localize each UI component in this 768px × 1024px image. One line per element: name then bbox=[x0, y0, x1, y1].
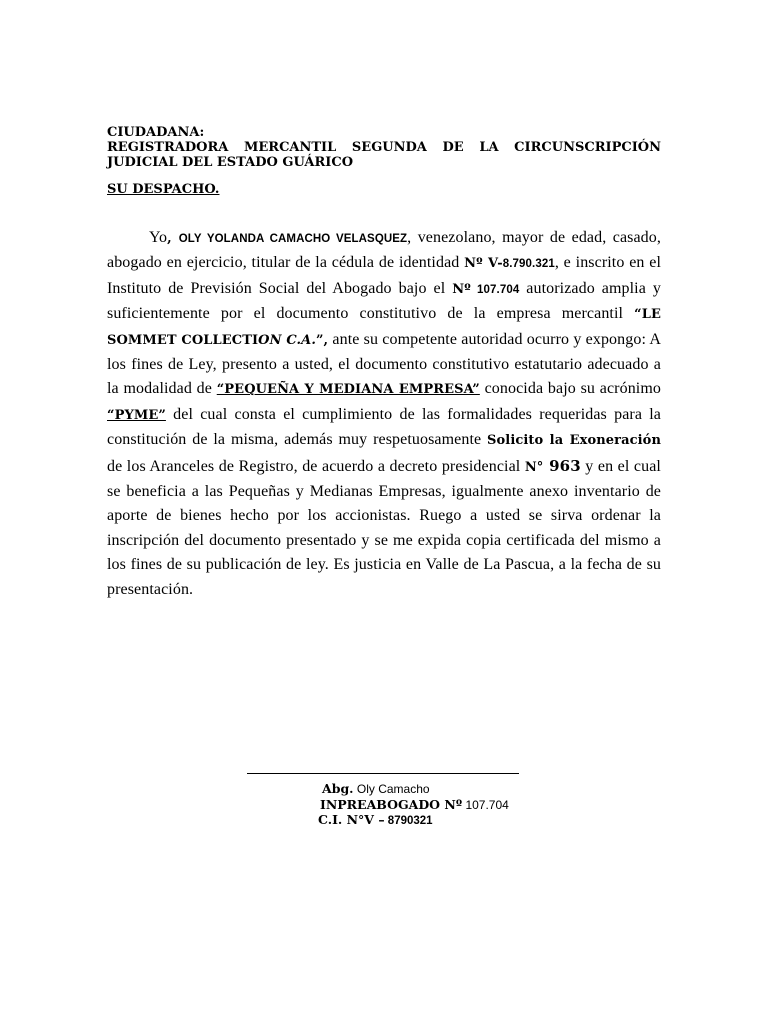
body-text: conocida bajo su acrónimo bbox=[479, 380, 661, 398]
signature-person: Oly Camacho bbox=[353, 782, 430, 796]
signature-line bbox=[247, 773, 519, 774]
pyme-modality: “PEQUEÑA Y MEDIANA EMPRESA” bbox=[216, 382, 480, 398]
signature-inpre-label: INPREABOGADO Nº bbox=[320, 797, 463, 812]
body-text: de los Aranceles de Registro, de acuerdo a decreto presidencial bbox=[107, 457, 525, 475]
applicant-name: OLY YOLANDA CAMACHO VELASQUEZ bbox=[178, 233, 408, 245]
body-text: autorizado amplia y suficientemente por el documento constitutivo de la empresa mercantil bbox=[107, 279, 661, 323]
signature-ci-number: 8790321 bbox=[384, 815, 433, 827]
body-text: y en el cual se beneficia a las Pequeñas y Medianas Empresas, igualmente anexo inventario de aporte de bienes hecho por los accionistas. Ruego a usted se sirva ordenar la inscripción del documento presentado y se me expida copia certificada del mismo a los fines de su publicación de ley. Es justicia en Valle de La Pascua, a la fecha de su presentación. bbox=[107, 457, 661, 598]
body-text: , venezolano, mayor de edad, casado, abogado en ejercicio, titular de la cédula de identidad bbox=[107, 229, 661, 272]
signature-ci-label: C.I. N°V – bbox=[318, 812, 385, 827]
body-text: , bbox=[167, 231, 179, 246]
inpre-label: Nº bbox=[452, 281, 471, 297]
company-name-close: ”, bbox=[315, 332, 329, 348]
addressee-jurisdiction: JUDICIAL DEL ESTADO GUÁRICO bbox=[107, 155, 354, 170]
signature-name bbox=[322, 781, 430, 798]
signature-title: Abg. bbox=[322, 781, 354, 796]
pyme-acronym: “PYME” bbox=[107, 407, 166, 423]
id-label: Nº V- bbox=[464, 256, 503, 272]
addressee-title: CIUDADANA: bbox=[107, 125, 205, 140]
inpre-number: 107.704 bbox=[470, 283, 520, 296]
decree-number: 963 bbox=[543, 456, 581, 475]
company-name: “LE SOMMET COLLECTI bbox=[107, 307, 661, 348]
letter-body bbox=[107, 226, 661, 602]
addressee-despacho: SU DESPACHO. bbox=[107, 182, 220, 197]
body-text: , e inscrito en el Instituto de Previsión Social del Abogado bajo el bbox=[107, 254, 661, 297]
body-text: Yo bbox=[149, 229, 168, 246]
body-text: del cual consta el cumplimiento de las formalidades requeridas para la constitución de la misma, además muy respetuosamente bbox=[107, 405, 661, 449]
signature-ci bbox=[318, 812, 433, 829]
decree-label: N° bbox=[524, 459, 544, 475]
company-name-suffix: ON C.A. bbox=[258, 332, 316, 348]
signature-inpre-number: 107.704 bbox=[462, 798, 509, 812]
id-number: 8.790.321 bbox=[502, 258, 555, 271]
addressee-office: REGISTRADORA MERCANTIL SEGUNDA DE LA CIRCUNSCRIPCIÓN bbox=[107, 140, 661, 155]
body-text: ante su competente autoridad ocurro y expongo: A los fines de Ley, presento a usted, el documento constitutivo estatutario adecuado a la modalidad de bbox=[107, 330, 661, 398]
exoneration-request: Solicito la Exoneración bbox=[487, 433, 662, 449]
